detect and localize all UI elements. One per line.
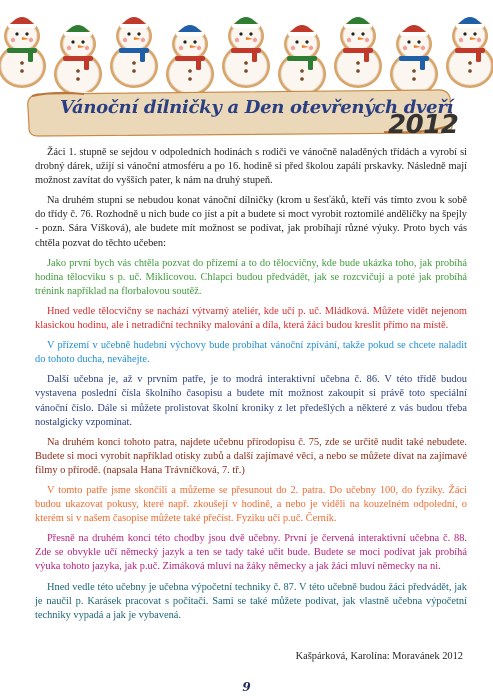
page-number: 9 [242,680,251,694]
paragraph-blue-classroom: Další učebna je, až v prvním patře, je to modrá interaktivní učebna č. 86. V této třídě budou vystavena poslední čísla školního časopisu a budete mít možnost zakoupit si právě toto speciální vánoční číslo. Dále si můžete prolistovat školní kroniky z let předešlých a některé z vás budou třeba nostalgicky vzpomínat. [35,374,467,428]
paragraph-gym: Jako první bych vás chtěla pozvat do přízemí a to do tělocvičny, kde bude ukázka toho, jak probíhá hodina tělocviku s p. uč. Miklicovou. Chlapci budou předvádět, jak se rozcvičují a poté jak probíhá trénink například na florbalovou soutěž. [35,257,467,297]
paragraph-physics: V tomto patře jsme skončili a můžeme se přesunout do 2. patra. Do učebny 100, do fyziky. Žáci budou ukazovat pokusy, které např. zkoušejí v hodině, a nebo je viděli na kouzelném odpolední, o kterém si v našem časopise můžete také přečíst. Fyziku učí p.uč. Černík. [35,484,467,525]
paragraph-intro: Žáci 1. stupně se sejdou v odpoledních hodinách s rodiči ve vánočně naladěných třídách a vyrobí si drobný dárek, užijí si vánoční atmosféru a po 16. hodině si před školou zapálí prskavky. Následně mají možnost zavítat do vyšších pater, k nám na druhý stupeň. [35,147,467,187]
article-signature: Kašpárková, Karolína: Moravánek 2012 [295,651,463,662]
snowmen-header-illustration [0,0,493,92]
paragraph-art-studio: Hned vedle tělocvičny se nachází výtvarný ateliér, kde učí p. uč. Mládková. Můžete vidět nejenom klasickou hodinu, ale i netradiční techniky malování a díla, která žáci budou kreslit přímo na místě. [35,305,467,332]
article-title: Vánoční dílničky a Den otevřených dveří [60,97,454,118]
title-banner [24,88,472,138]
article-body [35,146,467,629]
paragraph-second-stage: Na druhém stupni se nebudou konat vánoční dílničky (krom u šesťáků, kteří vás tímto zvou k sobě do třídy č. 76. Rozhodně u nich bude co jíst a pít a budete si moct vyrobit roztomilé andělíčky na špejly - pozn. Sára Víšková), ale budete mít možnost se podívat, jak probíhají různé výuky. Proto bych vás chtěla pozvat do těchto učeben: [35,195,467,249]
paragraph-music: V přízemí v učebně hudební výchovy bude probíhat vánoční zpívání, takže pokud se chcete naladit do tohoto ducha, neváhejte. [35,340,467,366]
article-year: 2012 [388,110,459,140]
paragraph-german: Přesně na druhém konci této chodby jsou dvě učebny. První je červená interaktivní učebna č. 88. Zde se obvykle učí německý jazyk a ten se tady také učit bude. Budete se moci podívat jak probíhá výuka tohoto jazyka, jak p.uč. Zimáková mluví na žáky německy a jak žáci mluví německy na ni. [35,533,467,573]
paragraph-computer-lab: Hned vedle této učebny je učebna výpočetní techniky č. 87. V této učebně budou žáci předvádět, jak je naučil p. Karásek pracovat s počítači. Sami se také můžete podívat, jak vlastně učebna výpočetní techniky vypadá a jak je vybavená. [35,581,467,621]
paragraph-biology: Na druhém konci tohoto patra, najdete učebnu přírodopisu č. 75, zde se určitě nudit také nebudete. Budete si moci vyrobit například otisky zubů a další zajímavé věci, a nebo se můžete dívat na zajímavé filmy o přírodě. (napsala Hana Trávníčková, 7. tř.) [35,436,467,476]
